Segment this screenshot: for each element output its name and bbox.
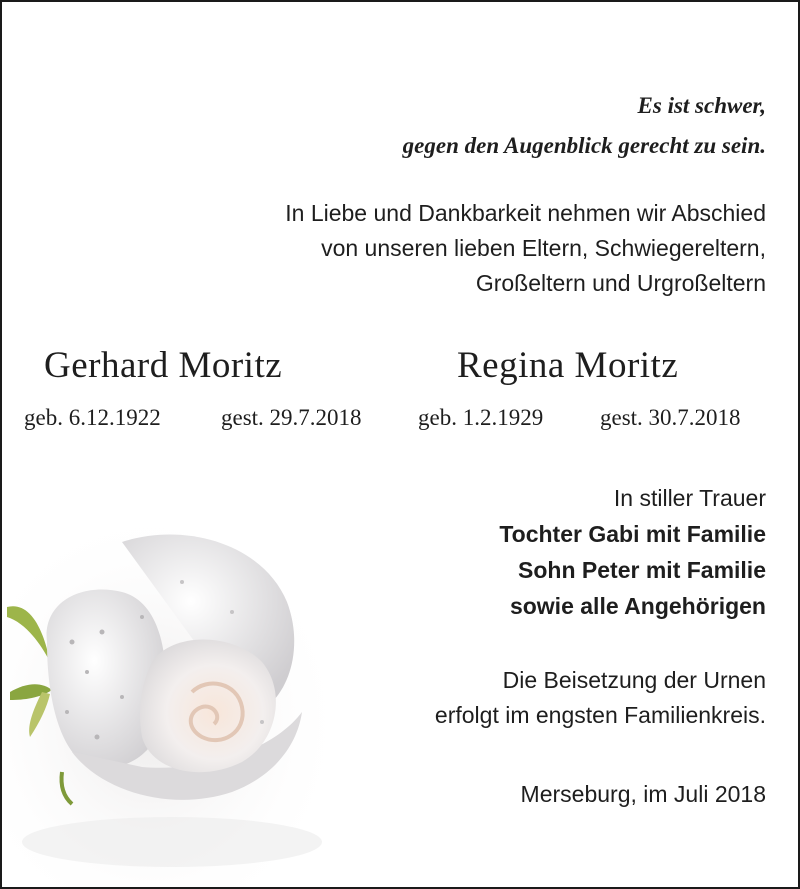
mourner-line-1: Tochter Gabi mit Familie: [499, 521, 766, 547]
intro-text: [285, 196, 766, 301]
intro-line-1: In Liebe und Dankbarkeit nehmen wir Abschied: [285, 200, 766, 226]
death-date-2: gest. 30.7.2018: [600, 405, 741, 430]
birth-date-2: geb. 1.2.1929: [418, 405, 544, 430]
birth-date-1: geb. 6.12.1922: [24, 405, 161, 430]
place-date: Merseburg, im Juli 2018: [520, 781, 766, 807]
burial-line-1: Die Beisetzung der Urnen: [502, 667, 766, 693]
intro-line-3: Großeltern und Urgroßeltern: [475, 270, 766, 296]
intro-line-2: von unseren lieben Eltern, Schwiegereltern,: [321, 235, 766, 261]
death-date-1: gest. 29.7.2018: [221, 405, 362, 430]
white-rose-image: [2, 522, 332, 887]
mourners-heading: In stiller Trauer: [613, 485, 766, 511]
burial-line-2: erfolgt im engsten Familienkreis.: [434, 702, 766, 728]
deceased-name-1: Gerhard Moritz: [44, 345, 283, 386]
mourner-line-3: sowie alle Angehörigen: [509, 593, 766, 619]
deceased-name-2: Regina Moritz: [457, 345, 679, 386]
quote-line-2: gegen den Augenblick gerecht zu sein.: [402, 133, 766, 158]
quote-line-1: Es ist schwer,: [637, 93, 766, 118]
burial-notice: [435, 663, 766, 733]
quote: [403, 86, 766, 166]
mourners: [499, 480, 766, 624]
mourner-line-2: Sohn Peter mit Familie: [518, 557, 766, 583]
